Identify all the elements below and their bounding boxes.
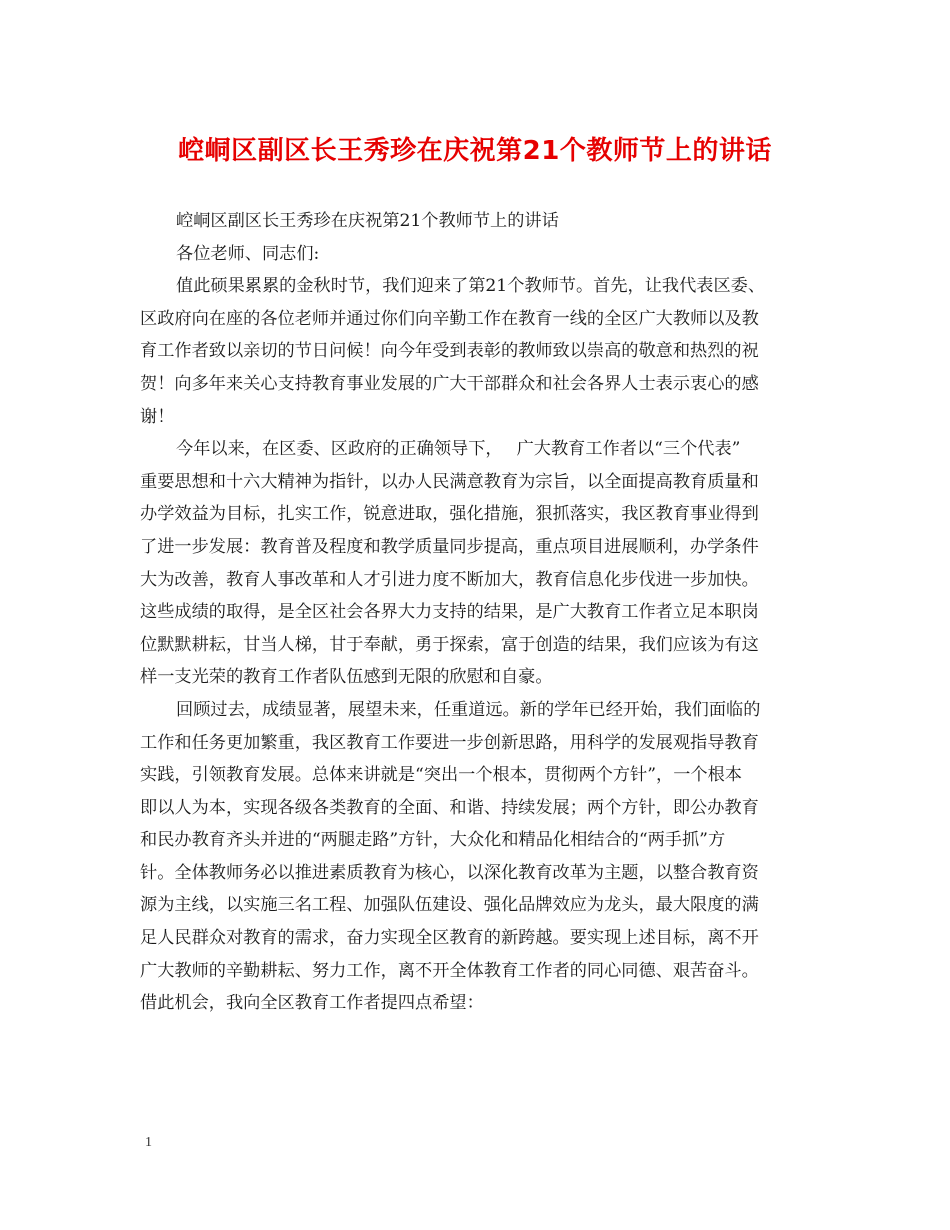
text-line: 借此机会，我向全区教育工作者提四点希望： [140,993,484,1014]
text-line: 了进一步发展：教育普及程度和教学质量同步提高，重点项目进展顺利，办学条件 [140,536,759,557]
text-line: 育工作者致以亲切的节日问候！向今年受到表彰的教师致以崇高的敬意和热烈的祝 [140,341,759,362]
paragraph-1 [140,270,830,433]
text-line: 回顾过去，成绩显著，展望未来，任重道远。新的学年已经开始，我们面临的 [176,699,761,720]
text-line: 即以人为本，实现各级各类教育的全面、和谐、持续发展；两个方针，即公办教育 [140,797,759,818]
document-title: 崆峒区副区长王秀珍在庆祝第21个教师节上的讲话 [178,136,772,166]
paragraph-3 [140,694,830,1020]
text-line: 足人民群众对教育的需求，奋力实现全区教育的新跨越。要实现上述目标，离不开 [140,928,759,949]
text-line: 办学效益为目标，扎实工作，锐意进取，强化措施，狠抓落实，我区教育事业得到 [140,504,759,525]
text-line: 位默默耕耘，甘当人梯，甘于奉献，勇于探索，富于创造的结果，我们应该为有这 [140,634,759,655]
text-line: 值此硕果累累的金秋时节，我们迎来了第21个教师节。首先，让我代表区委、 [176,276,766,297]
text-line: 区政府向在座的各位老师并通过你们向辛勤工作在教育一线的全区广大教师以及教 [140,308,759,329]
page-number: 1 [145,1135,152,1150]
salutation-paragraph [140,238,830,271]
text-line: 广大教师的辛勤耕耘、努力工作，离不开全体教育工作者的同心同德、艰苦奋斗。 [140,960,759,981]
text-line: 崆峒区副区长王秀珍在庆祝第21个教师节上的讲话 [176,211,559,231]
text-line: 实践，引领教育发展。总体来讲就是“突出一个根本，贯彻两个方针”，一个根本 [140,765,742,786]
paragraph-2 [140,433,830,694]
text-line: 贺！向多年来关心支持教育事业发展的广大干部群众和社会各界人士表示衷心的感 [140,373,759,394]
text-line: 样一支光荣的教育工作者队伍感到无限的欣慰和自豪。 [140,667,553,688]
text-line: 谢！ [140,406,175,427]
text-line: 工作和任务更加繁重，我区教育工作要进一步创新思路，用科学的发展观指导教育 [140,732,759,753]
text-line: 重要思想和十六大精神为指针，以办人民满意教育为宗旨，以全面提高教育质量和 [140,471,759,492]
text-line: 今年以来，在区委、区政府的正确领导下， 广大教育工作者以“三个代表” [176,439,741,460]
text-line: 各位老师、同志们: [176,243,320,264]
document-body [140,205,830,1020]
text-line: 大为改善，教育人事改革和人才引进力度不断加大，教育信息化步伐进一步加快。 [140,569,759,590]
text-line: 针。全体教师务必以推进素质教育为核心，以深化教育改革为主题，以整合教育资 [140,862,759,883]
text-line: 这些成绩的取得，是全区社会各界大力支持的结果，是广大教育工作者立足本职岗 [140,602,759,623]
subtitle-paragraph [140,205,830,238]
text-line: 源为主线，以实施三名工程、加强队伍建设、强化品牌效应为龙头，最大限度的满 [140,895,759,916]
text-line: 和民办教育齐头并进的“两腿走路”方针，大众化和精品化相结合的“两手抓”方 [140,830,726,851]
